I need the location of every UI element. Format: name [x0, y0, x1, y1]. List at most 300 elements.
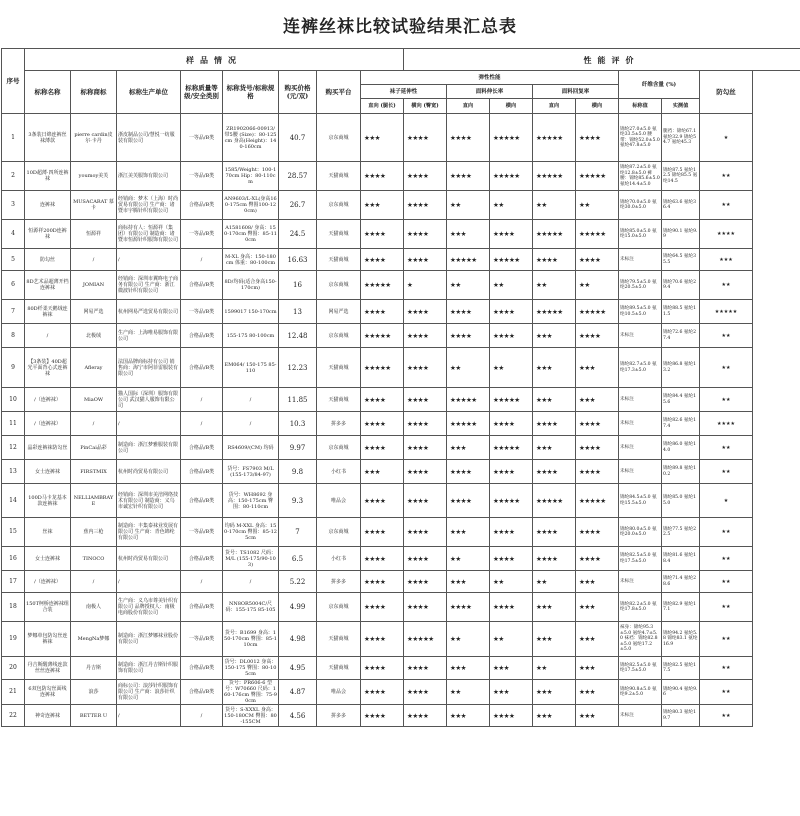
fabric-recovery-transverse-rating: ★★★★	[576, 547, 619, 571]
fiber-label-cell: 锦纶27.0±5.0 氨纶33.5±5.0 腰带：锦纶52.0±5.0 氨纶47.8±5.0	[619, 114, 662, 162]
seq-cell: 6	[2, 271, 25, 300]
snag-rating: ★★	[700, 680, 753, 705]
grade-cell: 合格品/B类	[181, 593, 223, 622]
price-cell: 4.98	[279, 622, 317, 657]
name-cell: 晶彩连裤袜防勾丝	[25, 436, 71, 460]
stretch-straight-rating: ★★★★	[361, 657, 404, 680]
header-fabric-recovery-straight: 直向	[533, 99, 576, 114]
fiber-label-cell: 锦纶79.5±5.0 氨纶20.5±5.0	[619, 271, 662, 300]
fabric-stretch-straight-rating: ★★★	[447, 436, 490, 460]
model-cell: /	[223, 412, 279, 436]
fabric-recovery-straight-rating: ★★★	[533, 622, 576, 657]
header-straight: 直向 (腿长)	[361, 99, 404, 114]
fabric-recovery-transverse-rating: ★★★	[576, 622, 619, 657]
table-row	[2, 191, 800, 220]
model-cell: 货号：TS1082 尺码：M/L (155-175/90-103)	[223, 547, 279, 571]
brand-cell: 丹吉斯	[71, 657, 117, 680]
fabric-stretch-straight-rating: ★★	[447, 547, 490, 571]
maker-cell: 杭州时尚贸易有限公司	[117, 460, 181, 484]
snag-rating: ★★	[700, 657, 753, 680]
fabric-recovery-transverse-rating: ★★★	[576, 571, 619, 593]
fiber-label-cell: 未标注	[619, 571, 662, 593]
table-row	[2, 388, 800, 412]
fiber-label-cell: 未标注	[619, 324, 662, 348]
results-body	[2, 114, 800, 727]
brand-cell: 浪莎	[71, 680, 117, 705]
fiber-label-cell: 锦纶87.2±5.0 氨纶12.8±5.0 裤腰：锦纶85.6±5.0 氨纶14.4±5.0	[619, 162, 662, 191]
seq-cell: 8	[2, 324, 25, 348]
model-cell: 货号：S-XXXL 身高：150-180CM 臀围：80-155CM	[224, 706, 277, 725]
price-cell: 9.3	[279, 484, 317, 518]
seq-cell: 12	[2, 436, 25, 460]
stretch-straight-rating: ★★★★	[361, 593, 404, 622]
fabric-recovery-straight-rating: ★★★	[533, 324, 576, 348]
fabric-recovery-transverse-rating: ★★★★★	[576, 162, 619, 191]
snag-rating: ★★	[700, 518, 753, 547]
fabric-stretch-straight-rating: ★★★★★	[447, 388, 490, 412]
header-fabric-stretch-transverse: 横向	[490, 99, 533, 114]
snag-rating: ★★	[700, 271, 753, 300]
fabric-recovery-transverse-rating: ★★★	[576, 657, 619, 680]
brand-cell: /	[71, 249, 117, 271]
fabric-recovery-transverse-rating: ★★★★★	[576, 300, 619, 324]
seq-cell: 11	[2, 412, 25, 436]
seq-cell: 5	[2, 249, 25, 271]
price-cell: 4.95	[279, 657, 317, 680]
fabric-stretch-transverse-rating: ★★★★	[490, 460, 533, 484]
fabric-stretch-transverse-rating: ★★	[490, 622, 533, 657]
fabric-recovery-transverse-rating: ★★	[576, 191, 619, 220]
fiber-label-cell: 锦纶82.5±5.0 氨纶17.5±5.0	[619, 547, 662, 571]
fabric-stretch-straight-rating: ★★	[447, 191, 490, 220]
maker-cell: 浙皮制品公司/慧悦一纺服装有限公司	[117, 114, 181, 162]
fabric-recovery-straight-rating: ★★★★★	[533, 162, 576, 191]
model-cell: 货号：FS7903 M/L (155-173/84-97)	[223, 460, 279, 484]
brand-cell: NELLIAMBRAYE	[71, 484, 117, 518]
price-cell: 4.99	[279, 593, 317, 622]
fabric-stretch-straight-rating: ★★★★	[447, 484, 490, 518]
grade-cell: /	[181, 705, 223, 727]
fabric-stretch-transverse-rating: ★★★★	[490, 593, 533, 622]
stretch-straight-rating: ★★★★	[361, 249, 404, 271]
price-cell: 28.57	[279, 162, 317, 191]
fiber-actual-cell: 锦纶80.3 氨纶19.7	[662, 705, 700, 727]
stretch-straight-rating: ★★★★	[361, 705, 404, 727]
stretch-straight-rating: ★★★	[361, 460, 404, 484]
fabric-recovery-transverse-rating: ★★★★	[576, 518, 619, 547]
model-cell: /	[223, 571, 279, 593]
fiber-label-cell: 锦纶82.5±5.0 氨纶17.5±5.0	[619, 657, 662, 680]
model-cell: A1581608/ 身高：150-170cm 臀围：85-110cm	[223, 220, 279, 249]
seq-cell: 7	[2, 300, 25, 324]
grade-cell: 一等品/B类	[181, 114, 223, 162]
model-cell: RS4609/(CM) 均码	[223, 436, 279, 460]
fabric-stretch-straight-rating: ★★★★★	[447, 249, 490, 271]
model-cell: 货号：DL0012 身高：150-175 臀围：80-105cm	[223, 657, 279, 680]
platform-cell: 小红书	[317, 460, 361, 484]
platform-cell: 京东商城	[317, 436, 361, 460]
model-cell: 货号：B1699 身高：150-170cm 臀围：85-110cm	[223, 622, 279, 657]
fiber-actual-cell: 锦纶94.2 氨纶5.8 锦纶83.1 氨纶16.9	[662, 622, 700, 657]
price-cell: 7	[279, 518, 317, 547]
platform-cell: 京东商城	[317, 324, 361, 348]
model-cell: 1599017 150-170cm	[223, 300, 279, 324]
grade-cell: 合格品/B类	[181, 657, 223, 680]
fabric-recovery-transverse-rating: ★★★	[576, 680, 619, 705]
platform-cell: 京东商城	[317, 114, 361, 162]
fabric-recovery-transverse-rating: ★★★★★	[576, 220, 619, 249]
fabric-stretch-transverse-rating: ★★★★★	[490, 249, 533, 271]
fiber-actual-cell: 锦纶86.0 氨纶14.0	[662, 436, 700, 460]
platform-cell: 京东商城	[317, 593, 361, 622]
fabric-stretch-straight-rating: ★★★★★	[447, 412, 490, 436]
header-fiber: 纤维含量 (%)	[619, 71, 700, 99]
fabric-recovery-straight-rating: ★★★★	[533, 518, 576, 547]
stretch-transverse-rating: ★★★★★	[404, 622, 447, 657]
header-price: 购买价格(元/双)	[279, 71, 317, 114]
name-cell: 8D艺术品超薄开档连裤袜	[25, 271, 71, 300]
seq-cell: 1	[2, 114, 25, 162]
stretch-transverse-rating: ★★★★	[404, 547, 447, 571]
fabric-stretch-transverse-rating: ★★★★	[490, 705, 533, 727]
price-cell: 12.23	[279, 348, 317, 388]
name-cell: /（连裤袜）	[25, 412, 71, 436]
header-seq: 序号	[2, 49, 25, 114]
fiber-label-cell: 未标注	[619, 249, 662, 271]
platform-cell: 京东商城	[317, 271, 361, 300]
maker-cell: /	[117, 249, 181, 271]
results-table	[1, 48, 800, 727]
grade-cell: 一等品/B类	[181, 518, 223, 547]
stretch-straight-rating: ★★★★	[361, 162, 404, 191]
price-cell: 6.5	[279, 547, 317, 571]
table-row	[2, 412, 800, 436]
snag-rating: ★	[700, 114, 753, 162]
fiber-actual-cell: 锦纶70.6 氨纶29.4	[662, 271, 700, 300]
stretch-straight-rating: ★★★	[361, 191, 404, 220]
fabric-recovery-straight-rating: ★★★	[533, 348, 576, 388]
fabric-recovery-transverse-rating: ★★★	[576, 348, 619, 388]
stretch-straight-rating: ★★★	[361, 114, 404, 162]
table-row	[2, 436, 800, 460]
name-cell: /（连裤袜）	[25, 571, 71, 593]
table-row	[2, 484, 800, 518]
snag-rating: ★★	[700, 593, 753, 622]
snag-rating: ★★	[700, 705, 753, 727]
model-cell: 8D/均码(适合身高150-170cm)	[223, 271, 279, 300]
fabric-recovery-straight-rating: ★★	[533, 571, 576, 593]
fabric-recovery-straight-rating: ★★★★	[533, 547, 576, 571]
fabric-recovery-straight-rating: ★★	[533, 271, 576, 300]
seq-cell: 22	[2, 705, 25, 727]
fabric-stretch-transverse-rating: ★★★★	[490, 547, 533, 571]
table-row	[2, 518, 800, 547]
snag-rating: ★★★★	[700, 220, 753, 249]
brand-cell: JOMIAN	[71, 271, 117, 300]
maker-cell: /	[117, 705, 181, 727]
snag-rating: ★★	[700, 460, 753, 484]
model-cell: 货号：WH8692 身高：150-175cm 臀围：80-110cm	[223, 484, 279, 518]
price-cell: 5.22	[279, 571, 317, 593]
table-row	[2, 680, 800, 705]
fiber-actual-cell: 锦纶87.5 氨纶12.5 锦纶85.5 氨纶14.5	[662, 162, 700, 191]
fiber-actual-cell: 锦纶89.8 氨纶10.2	[662, 460, 700, 484]
brand-cell: /	[71, 571, 117, 593]
table-row	[2, 300, 800, 324]
fabric-stretch-straight-rating: ★★★	[447, 571, 490, 593]
fabric-stretch-straight-rating: ★★★★	[447, 300, 490, 324]
name-cell: 女士连裤袜	[25, 460, 71, 484]
fabric-recovery-straight-rating: ★★★★★	[533, 300, 576, 324]
fiber-actual-cell: 腿裆：锦纶67.1 氨纶32.9 锦纶54.7 氨纶45.3	[662, 114, 700, 162]
stretch-straight-rating: ★★★★	[361, 300, 404, 324]
brand-cell: TINOCO	[71, 547, 117, 571]
header-brand: 标称商标	[71, 71, 117, 114]
seq-cell: 14	[2, 484, 25, 518]
price-cell: 40.7	[279, 114, 317, 162]
brand-cell: 南极人	[71, 593, 117, 622]
table-row	[2, 114, 800, 162]
model-cell: AN9603/L-XL(身高160-175cm 臀围100-120cm)	[223, 191, 279, 220]
fabric-stretch-straight-rating: ★★★	[447, 518, 490, 547]
fabric-recovery-straight-rating: ★★★★★	[533, 114, 576, 162]
fabric-recovery-transverse-rating: ★★★★	[576, 412, 619, 436]
fiber-label-cell: 锦纶84.5±5.0 氨纶15.5±5.0	[619, 484, 662, 518]
fiber-actual-cell: 锦纶72.6 氨纶27.4	[662, 324, 700, 348]
stretch-transverse-rating: ★★★★	[404, 705, 447, 727]
seq-cell: 3	[2, 191, 25, 220]
fiber-label-cell: 未标注	[619, 460, 662, 484]
stretch-transverse-rating: ★★★★	[404, 657, 447, 680]
header-snag: 防勾丝	[700, 71, 753, 114]
name-cell: 丹吉斯醒薄线连款丝丝连裤袜	[25, 657, 71, 680]
platform-cell: 网易严选	[317, 300, 361, 324]
header-fiber-actual: 实测值	[662, 99, 700, 114]
fabric-stretch-transverse-rating: ★★★★	[490, 220, 533, 249]
maker-cell: 制造商：浙江丹吉斯针织服饰有限公司	[117, 657, 181, 680]
stretch-transverse-rating: ★★★★	[404, 191, 447, 220]
header-maker: 标称生产单位	[117, 71, 181, 114]
brand-cell: /	[71, 412, 117, 436]
grade-cell: 一等品/B类	[181, 622, 223, 657]
header-fabric-recovery-transverse: 横向	[576, 99, 619, 114]
fiber-label-cell: 锦纶85.0±5.0 氨纶15.0±5.0	[619, 220, 662, 249]
grade-cell: 合格品/B类	[181, 547, 223, 571]
fabric-recovery-straight-rating: ★★★★	[533, 249, 576, 271]
platform-cell: 唯品会	[317, 680, 361, 705]
fabric-stretch-transverse-rating: ★★★★	[490, 518, 533, 547]
header-model: 标称货号/标称规格	[223, 71, 279, 114]
fabric-stretch-transverse-rating: ★★★	[490, 657, 533, 680]
fabric-stretch-transverse-rating: ★★★★★	[490, 162, 533, 191]
name-cell: 丝袜	[25, 518, 71, 547]
fabric-recovery-transverse-rating: ★★★★	[576, 460, 619, 484]
platform-cell: 唯品会	[317, 484, 361, 518]
fabric-recovery-transverse-rating: ★★★	[576, 705, 619, 727]
stretch-transverse-rating: ★★★★	[404, 484, 447, 518]
fiber-label-cell: 锦纶90.8±5.0 氨纶9.2±5.0	[619, 680, 662, 705]
fabric-stretch-transverse-rating: ★★★★	[490, 412, 533, 436]
fabric-stretch-straight-rating: ★★★★	[447, 460, 490, 484]
fabric-stretch-transverse-rating: ★★★★★	[490, 484, 533, 518]
snag-rating: ★★	[700, 436, 753, 460]
price-cell: 13	[279, 300, 317, 324]
brand-cell: MUSACARAT 慕卡	[71, 191, 117, 220]
name-cell: 3条装日绵连裤丝袜薄款	[25, 114, 71, 162]
fabric-recovery-transverse-rating: ★★★★	[576, 324, 619, 348]
seq-cell: 17	[2, 571, 25, 593]
fabric-recovery-transverse-rating: ★★	[576, 271, 619, 300]
snag-rating: ★★	[700, 622, 753, 657]
table-row	[2, 571, 800, 593]
stretch-transverse-rating: ★	[404, 271, 447, 300]
grade-cell: 合格品/B类	[181, 191, 223, 220]
table-row	[2, 622, 800, 657]
grade-cell: /	[181, 388, 223, 412]
seq-cell: 13	[2, 460, 25, 484]
name-cell: 女士连裤袜	[25, 547, 71, 571]
fabric-recovery-straight-rating: ★★★	[533, 436, 576, 460]
fabric-recovery-straight-rating: ★★★	[533, 680, 576, 705]
maker-cell: 制造商：浙江梦娜袜业股份有限公司	[117, 622, 181, 657]
brand-cell: Afleray	[71, 348, 117, 388]
brand-cell: PinCai品彩	[71, 436, 117, 460]
maker-cell: 生产商：义乌市尊美针织有限公司 品牌授权人：南极电商股份有限公司	[117, 593, 181, 622]
table-row	[2, 705, 800, 727]
stretch-transverse-rating: ★★★★	[404, 460, 447, 484]
brand-cell: FIRSTMIX	[71, 460, 117, 484]
fabric-stretch-transverse-rating: ★★	[490, 571, 533, 593]
fabric-stretch-transverse-rating: ★★★★	[490, 324, 533, 348]
price-cell: 10.3	[279, 412, 317, 436]
fabric-stretch-straight-rating: ★★	[447, 680, 490, 705]
fabric-recovery-transverse-rating: ★★★★	[576, 249, 619, 271]
maker-cell: 商标公司：浪莎针织服饰有限公司 生产商：浪莎针织有限公司	[117, 680, 181, 705]
fabric-stretch-straight-rating: ★★★	[447, 220, 490, 249]
fabric-recovery-transverse-rating: ★★★★★	[576, 484, 619, 518]
stretch-transverse-rating: ★★★★	[404, 300, 447, 324]
fabric-recovery-straight-rating: ★★	[533, 191, 576, 220]
fabric-stretch-straight-rating: ★★★	[447, 705, 490, 727]
grade-cell: 一等品/B类	[181, 300, 223, 324]
fabric-stretch-straight-rating: ★★★★	[447, 162, 490, 191]
stretch-transverse-rating: ★★★★	[404, 220, 447, 249]
platform-cell: 小红书	[317, 547, 361, 571]
maker-cell: 浙江美芙服饰有限公司	[117, 162, 181, 191]
name-cell: 防勾丝	[25, 249, 71, 271]
fabric-recovery-straight-rating: ★★★★	[533, 460, 576, 484]
name-cell: 神奇连裤袜	[25, 705, 71, 727]
stretch-transverse-rating: ★★★★	[404, 593, 447, 622]
fabric-stretch-transverse-rating: ★★	[490, 191, 533, 220]
platform-cell: 天猫商城	[317, 657, 361, 680]
stretch-transverse-rating: ★★★★	[404, 518, 447, 547]
maker-cell: 杭州时尚贸易有限公司	[117, 547, 181, 571]
name-cell: 【3条装】40D超光平面背心式连裤袜	[25, 348, 71, 388]
platform-cell: 京东商城	[317, 518, 361, 547]
snag-rating: ★★	[700, 162, 753, 191]
snag-rating: ★★★★★	[700, 300, 753, 324]
fiber-label-cell: 未标注	[619, 412, 662, 436]
fabric-stretch-transverse-rating: ★★★★	[490, 300, 533, 324]
header-platform: 购买平台	[317, 71, 361, 114]
brand-cell: 蕉内三枪	[71, 518, 117, 547]
fabric-stretch-straight-rating: ★★★	[447, 657, 490, 680]
brand-cell: 北极绒	[71, 324, 117, 348]
name-cell: /	[25, 324, 71, 348]
fabric-stretch-straight-rating: ★★	[447, 348, 490, 388]
grade-cell: /	[181, 412, 223, 436]
name-cell: 梦娜单包防勾丝连裤袜	[25, 622, 71, 657]
seq-cell: 21	[2, 680, 25, 705]
stretch-transverse-rating: ★★★★	[404, 348, 447, 388]
name-cell: /（连裤袜）	[25, 388, 71, 412]
name-cell: 恒源祥200D连裤袜	[25, 220, 71, 249]
stretch-straight-rating: ★★★★★	[361, 324, 404, 348]
stretch-transverse-rating: ★★★★	[404, 249, 447, 271]
platform-cell: 拼多多	[317, 412, 361, 436]
table-row	[2, 348, 800, 388]
snag-rating: ★★★★	[700, 412, 753, 436]
fiber-label-cell: 未标注	[619, 436, 662, 460]
snag-rating: ★★	[700, 547, 753, 571]
stretch-straight-rating: ★★★★	[361, 622, 404, 657]
header-performance: 性能评价	[404, 49, 800, 71]
fiber-actual-cell: 锦纶82.6 氨纶17.4	[662, 412, 700, 436]
header-name: 标称名称	[25, 71, 71, 114]
maker-cell: 经销商：梦木（上海）时尚贸易有限公司 生产商：诸暨市宇腾针织有限公司	[117, 191, 181, 220]
brand-cell: youmoy美芙	[71, 162, 117, 191]
fiber-label-cell: 锦纶82.7±5.0 氨纶17.3±5.0	[619, 348, 662, 388]
name-cell: 80D纤柔天鹅绒连裤袜	[25, 300, 71, 324]
fabric-recovery-transverse-rating: ★★★★	[576, 114, 619, 162]
price-cell: 11.85	[279, 388, 317, 412]
snag-rating: ★	[700, 484, 753, 518]
header-grade: 标称质量等级/安全类别	[181, 71, 223, 114]
header-stretch: 袜子延伸性	[361, 85, 447, 99]
maker-cell: /	[117, 571, 181, 593]
seq-cell: 15	[2, 518, 25, 547]
fabric-stretch-transverse-rating: ★★	[490, 271, 533, 300]
name-cell: 150T柯桥连裤袜组合装	[25, 593, 71, 622]
model-cell: ZR1902066-00913/带5腰 (Size)：80-125cm 身高(Height)：140-160cm	[223, 114, 279, 162]
fabric-stretch-straight-rating: ★★	[447, 622, 490, 657]
seq-cell: 20	[2, 657, 25, 680]
snag-rating: ★★	[700, 324, 753, 348]
model-cell: 货号：PR606-6 型号：W70660 尺码：160-176cm 臀围：75-90cm	[224, 680, 277, 704]
fiber-label-cell: 锦纶80.0±5.0 氨纶20.0±5.0	[619, 518, 662, 547]
maker-cell: 制造商：浙江梦雅服装有限公司	[117, 436, 181, 460]
fabric-stretch-transverse-rating: ★★★	[490, 680, 533, 705]
table-row	[2, 593, 800, 622]
price-cell: 4.56	[279, 705, 317, 727]
grade-cell: /	[181, 249, 223, 271]
header-fiber-label: 标称值	[619, 99, 662, 114]
stretch-straight-rating: ★★★★	[361, 484, 404, 518]
fabric-stretch-straight-rating: ★★	[447, 271, 490, 300]
model-cell: NN8OR5004C/尺码：155-175 85-105	[223, 593, 279, 622]
fiber-actual-cell: 锦纶81.6 氨纶18.4	[662, 547, 700, 571]
header-fabric-stretch: 面料伸长率	[447, 85, 533, 99]
price-cell: 24.5	[279, 220, 317, 249]
fiber-actual-cell: 锦纶82.5 氨纶17.5	[662, 657, 700, 680]
fiber-label-cell: 锦纶82.2±5.0 氨纶17.8±5.0	[619, 593, 662, 622]
seq-cell: 2	[2, 162, 25, 191]
seq-cell: 4	[2, 220, 25, 249]
fabric-stretch-transverse-rating: ★★★★★	[490, 388, 533, 412]
brand-cell: MiaOW	[71, 388, 117, 412]
fiber-actual-cell: 锦纶90.4 氨纶9.6	[662, 680, 700, 705]
